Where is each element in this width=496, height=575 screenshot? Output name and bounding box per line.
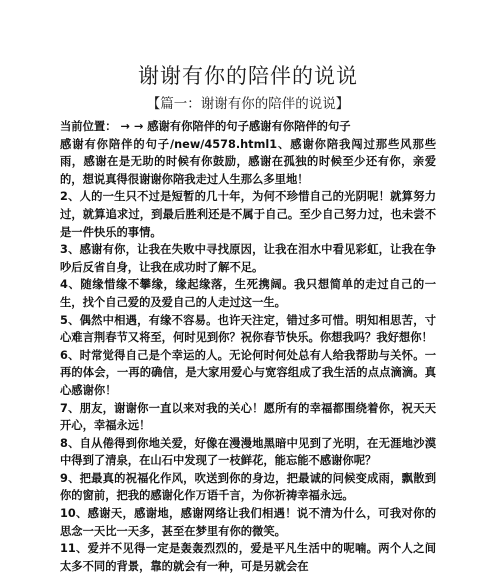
body-paragraph: 10、感谢天，感谢地，感谢网络让我们相遇！说不清为什么，可我对你的思念一天比一天多，甚至在梦里有你的微笑。 — [60, 507, 436, 538]
body-paragraph: 感谢有你陪伴的句子/new/4578.html1、感谢你陪我闯过那些风那些雨，感谢在是无助的时候有你鼓励，感谢在孤独的时候至少还有你，亲爱的，想说真得很谢谢你陪我走过人生那么多里地！ — [60, 137, 436, 186]
document-body — [60, 118, 436, 575]
body-paragraph: 5、偶然中相遇，有缘不容易。也许天注定，错过多可惜。明知相思苦，寸心难言荆春节又将至，何时见到你？祝你春节快乐。你想我吗？我好想你！ — [60, 313, 436, 345]
body-paragraph: 8、自从倦得到你地关爱，好像在漫漫地黑暗中见到了光明，在无涯地沙漠中得到了清泉，在山石中发现了一枝鲜花，能忘能不感谢你呢？ — [60, 436, 436, 468]
body-paragraph: 7、朋友，谢谢你一直以来对我的关心！愿所有的幸福都围绕着你，祝天天开心，幸福永远！ — [60, 401, 436, 433]
document-title: 谢谢有你的陪伴的说说 — [138, 64, 358, 88]
body-paragraph: 11、爱并不见得一定是轰轰烈烈的，爱是平凡生活中的呢喃。两个人之间太多不同的背景，靠的就会有一种，可是另就会在 — [60, 542, 436, 573]
body-paragraph: 2、人的一生只不过是短暂的几十年，为何不珍惜自己的光阴呢！就算努力过，就算追求过，到最后胜利还是不属于自己。至少自己努力过，也未尝不是一件快乐的事情。 — [60, 190, 436, 239]
breadcrumb-paragraph: 当前位置： → → 感谢有你陪伴的句子感谢有你陪伴的句子 — [60, 120, 351, 133]
body-paragraph: 6、时常觉得自己是个幸运的人。无论何时何处总有人给我帮助与关怀。一再的体会，一再的确信，是大家用爱心与宽容组成了我生活的点点滴滴。真心感谢你！ — [60, 348, 436, 397]
body-paragraph: 4、随缘惜缘不攀缘，缘起缘落，生死携阔。我只想简单的走过自己的一生，找个自己爱的及爱自己的人走过这一生。 — [60, 278, 436, 309]
body-paragraph: 3、感谢有你，让我在失败中寻找原因，让我在泪水中看见彩虹，让我在争吵后反省自身，让我在成功时了解不足。 — [60, 243, 436, 274]
document-subtitle: 【篇一：谢谢有你的陪伴的说说】 — [146, 96, 350, 112]
body-paragraph: 9、把最真的祝福化作风，吹送到你的身边，把最诚的问候变成雨，飘散到你的窗前，把我的感谢化作万语千言，为你祈祷幸福永远。 — [60, 471, 436, 503]
